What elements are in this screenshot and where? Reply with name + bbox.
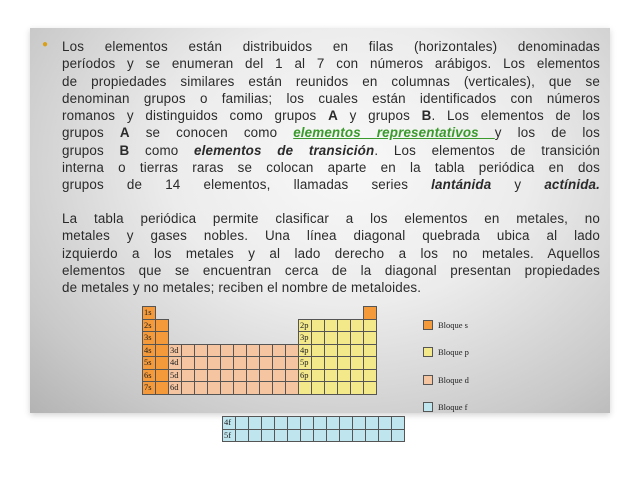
p-block-cell — [324, 369, 338, 383]
d-block-cell — [285, 344, 299, 358]
s-block-label: 6s — [144, 369, 152, 380]
d-block-cell — [259, 381, 273, 395]
f-block-cell — [391, 429, 405, 443]
p-block-label: 6p — [300, 369, 309, 380]
f-block-label: 4f — [224, 417, 232, 427]
f-block-cell — [313, 416, 327, 430]
p-block-cell — [324, 356, 338, 370]
d-block-cell — [220, 381, 234, 395]
s-block-cell — [155, 381, 169, 395]
s-block-cell — [155, 331, 169, 345]
p2-line-3: izquierdo a los metales y al lado derecho a los no metales. Aquellos — [62, 245, 600, 261]
legend-swatch-d — [423, 375, 433, 385]
d-block-cell — [246, 369, 260, 383]
s-block-label: 2s — [144, 319, 152, 330]
periodic-table-blocks — [130, 302, 510, 447]
p-block-cell — [363, 331, 377, 345]
p-block-cell — [324, 319, 338, 333]
p2-line-5: de metales y no metales; reciben el nombre de metaloides. — [62, 280, 422, 296]
d-block-cell — [285, 381, 299, 395]
s-block-cell — [363, 306, 377, 320]
p-block-cell — [363, 381, 377, 395]
p1-line-7: grupos B como elementos de transición. Los elementos de transición — [62, 142, 601, 158]
f-block-cell — [313, 429, 327, 443]
p-block-label: 4p — [300, 344, 309, 355]
f-block-cell — [391, 416, 405, 430]
f-block-cell — [235, 429, 249, 443]
d-block-cell — [220, 369, 234, 383]
f-block-cell — [235, 416, 249, 430]
d-block-cell — [207, 356, 221, 370]
p-block-cell — [337, 319, 351, 333]
f-block-cell — [261, 416, 275, 430]
d-block-cell — [207, 344, 221, 358]
d-block-cell — [194, 344, 208, 358]
d-block-cell — [233, 344, 247, 358]
legend-label-s: Bloque s — [438, 320, 468, 330]
p-block-cell — [350, 356, 364, 370]
p1-line-2: períodos y se enumeran del 1 al 7 con números arábigos. Los elementos — [62, 56, 600, 72]
s-block-cell — [155, 319, 169, 333]
p-block-cell — [350, 319, 364, 333]
p-block-label: 2p — [300, 319, 309, 330]
d-block-cell — [207, 369, 221, 383]
d-block-cell — [246, 344, 260, 358]
f-block-cell — [326, 416, 340, 430]
d-block-cell — [181, 381, 195, 395]
p1-line-3: de propiedades similares están reunidos en columnas (verticales), que se — [62, 73, 600, 89]
d-block-cell — [220, 344, 234, 358]
d-block-label: 3d — [170, 344, 179, 355]
s-block-label: 5s — [144, 357, 152, 367]
p2-line-2: metales y gases nobles. Una línea diagonal quebrada ubica al lado — [62, 228, 600, 244]
p-block-cell — [363, 369, 377, 383]
s-block-label: 4s — [144, 344, 152, 355]
s-block-label: 1s — [144, 307, 152, 317]
s-block-cell — [155, 369, 169, 383]
p-block-cell — [337, 381, 351, 395]
s-block-cell — [155, 356, 169, 370]
p-block-cell — [324, 381, 338, 395]
f-block-cell — [300, 429, 314, 443]
p-block-cell — [350, 344, 364, 358]
legend-label-f: Bloque f — [438, 402, 468, 412]
f-block-cell — [300, 416, 314, 430]
p1-line-9: grupos de 14 elementos, llamadas series lantánida y actínida. — [62, 177, 600, 193]
p-block-cell — [298, 381, 312, 395]
p-block-cell — [363, 319, 377, 333]
f-block-cell — [378, 416, 392, 430]
d-block-cell — [220, 356, 234, 370]
d-block-cell — [194, 369, 208, 383]
legend-swatch-p — [423, 347, 433, 357]
p1-line-1: Los elementos están distribuidos en filas (horizontales) denominadas — [62, 39, 600, 54]
f-block-cell — [261, 429, 275, 443]
d-block-cell — [259, 356, 273, 370]
p1-line-4: denominan grupos o familias; los cuales están identificados con números — [62, 90, 600, 106]
d-block-cell — [181, 344, 195, 358]
f-block-cell — [378, 429, 392, 443]
f-block-cell — [274, 429, 288, 443]
p-block-cell — [311, 369, 325, 383]
p-block-label: 3p — [300, 332, 309, 342]
p2-line-4: elementos que se encuentran cerca de la diagonal presentan propiedades — [62, 262, 600, 278]
p-block-cell — [337, 344, 351, 358]
d-block-cell — [259, 344, 273, 358]
p-block-cell — [311, 344, 325, 358]
d-block-cell — [272, 381, 286, 395]
d-block-cell — [181, 356, 195, 370]
paragraph-2 — [62, 210, 600, 296]
s-block-label: 7s — [144, 382, 152, 392]
p1-line-8: interna o tierras raras se colocan aparte en la tabla periódica en dos — [62, 160, 600, 176]
p-block-cell — [350, 369, 364, 383]
s-block-cell — [155, 344, 169, 358]
d-block-cell — [233, 356, 247, 370]
p2-line-1: La tabla periódica permite clasificar a los elementos en metales, no — [62, 211, 600, 226]
legend-label-d: Bloque d — [438, 375, 469, 385]
f-block-cell — [274, 416, 288, 430]
p-block-cell — [324, 331, 338, 345]
f-block-cell — [365, 429, 379, 443]
f-block-cell — [339, 429, 353, 443]
p-block-cell — [324, 344, 338, 358]
d-block-cell — [285, 369, 299, 383]
d-block-cell — [181, 369, 195, 383]
p-block-cell — [337, 356, 351, 370]
representative-elements-link[interactable]: elementos representativos — [293, 125, 495, 141]
f-block-cell — [352, 429, 366, 443]
d-block-cell — [246, 381, 260, 395]
d-block-label: 5d — [170, 369, 179, 380]
d-block-cell — [233, 381, 247, 395]
f-block-cell — [287, 429, 301, 443]
d-block-label: 6d — [170, 382, 179, 392]
legend-swatch-s — [423, 320, 433, 330]
p-block-cell — [311, 319, 325, 333]
f-block-label: 5f — [224, 429, 232, 440]
paragraph-1 — [62, 38, 600, 194]
d-block-cell — [194, 381, 208, 395]
bullet-icon: ● — [42, 39, 49, 50]
s-block-label: 3s — [144, 332, 152, 342]
p-block-cell — [311, 381, 325, 395]
p-block-cell — [337, 369, 351, 383]
p-block-cell — [350, 381, 364, 395]
f-block-cell — [365, 416, 379, 430]
p-block-cell — [311, 331, 325, 345]
p-block-cell — [363, 356, 377, 370]
f-block-cell — [287, 416, 301, 430]
d-block-cell — [194, 356, 208, 370]
f-block-cell — [339, 416, 353, 430]
f-block-cell — [248, 429, 262, 443]
d-block-cell — [207, 381, 221, 395]
d-block-cell — [285, 356, 299, 370]
d-block-label: 4d — [170, 357, 179, 367]
f-block-cell — [248, 416, 262, 430]
p-block-cell — [311, 356, 325, 370]
p-block-label: 5p — [300, 357, 309, 367]
f-block-cell — [352, 416, 366, 430]
p-block-cell — [363, 344, 377, 358]
p-block-cell — [350, 331, 364, 345]
legend-label-p: Bloque p — [438, 347, 469, 357]
d-block-cell — [272, 369, 286, 383]
p1-line-5: romanos y distinguidos como grupos A y grupos B. Los elementos de los — [62, 108, 600, 124]
d-block-cell — [233, 369, 247, 383]
p1-line-6: grupos A se conocen como elementos representativos y los de los — [62, 125, 600, 141]
d-block-cell — [246, 356, 260, 370]
d-block-cell — [272, 344, 286, 358]
legend-swatch-f — [423, 402, 433, 412]
p-block-cell — [337, 331, 351, 345]
d-block-cell — [272, 356, 286, 370]
f-block-cell — [326, 429, 340, 443]
d-block-cell — [259, 369, 273, 383]
